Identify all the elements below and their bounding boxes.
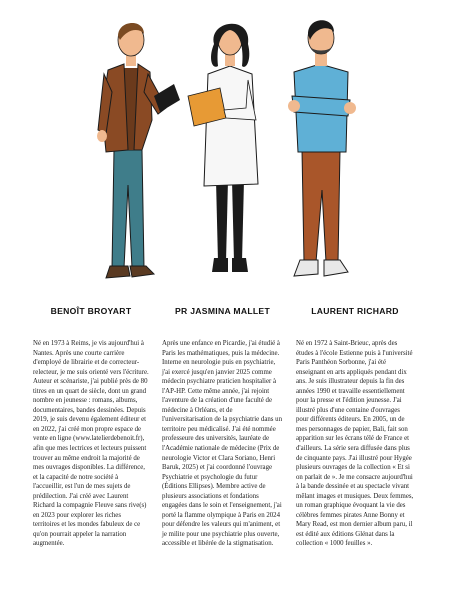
author-name-jasmina-mallet: PR JASMINA MALLET	[174, 306, 270, 316]
bio-column-laurent-richard	[296, 339, 414, 549]
author-name-benoit-broyart: BENOÎT BROYART	[50, 306, 132, 316]
man-arms-crossed-illustration	[272, 0, 372, 292]
bio-column-jasmina-mallet	[162, 339, 283, 549]
man-with-book-illustration	[88, 0, 188, 292]
doctor-with-folder-illustration	[186, 0, 276, 292]
author-illustrations	[0, 0, 450, 300]
bio-column-benoit-broyart	[33, 339, 149, 549]
bio-text: Né en 1973 à Reims, je vis aujourd'hui à Nantes. Après une courte carrière d'employé de librairie et de correcteur-relecteur, je me suis orienté vers l'écriture. Auteur et scénariste, j'ai publié près de 80 titres en un quart de siècle, dont un grand nombre en jeunesse : romans, albums, documentaires, bandes dessinées. Depuis 2019, je suis devenu également éditeur et en 2022, j'ai créé mon propre espace de vente en ligne (www.latelierdebenoit.fr), afin que mes lectrices et lecteurs puissent trouver au même endroit la majorité de mes ouvrages disponibles. La différence, et la capacité de notre société à l'accueillir, est l'un de mes sujets de prédilection. J'ai créé avec Laurent Richard la compagnie Fleuve sans rive(s) en 2023 pour explorer les riches territoires et les mondes fabuleux de ce qu'on pourrait appeler la narration augmentée.	[33, 340, 149, 548]
bio-text: Après une enfance en Picardie, j'ai étudié à Paris les mathématiques, puis la médecine. Interne en neurologie puis en psychiatrie, j'ai exercé jusqu'en janvier 2025 comme médecin psychiatre praticien hospitalier à l'AP-HP. Cette même année, j'ai rejoint l'aventure de la création d'une faculté de médecine à Orléans, et de l'universitarisation de la psychiatrie dans un territoire peu médicalisé. J'ai été nommée professeure des universités, lauréate de l'Académie nationale de médecine (Prix de neurologie Victor et Clara Soriano, Henri Baruk, 2025) et j'ai coordonné l'ouvrage Psychiatrie et psychologie du futur (Éditions Ellipses). Membre active de plusieurs associations et fondations engagées dans le soin et l'enseignement, j'ai porté la flamme olympique à Paris en 2024 pour défendre les valeurs qui m'animent, et je milite pour une psychiatrie plus ouverte, accessible et libérée de la stigmatisation.	[162, 340, 283, 548]
bio-text: Né en 1972 à Saint-Brieuc, après des études à l'école Estienne puis à l'université Paris Panthéon Sorbonne, j'ai été enseignant en arts appliqués pendant dix ans. Je suis illustrateur depuis la fin des années 1990 et travaille essentiellement pour la presse et l'édition jeunesse. J'ai illustré plus d'une centaine d'ouvrages pour différents éditeurs. En 2005, un de mes personnages de papier, Bali, fait son apparition sur les écrans télé de France et d'ailleurs. La série sera diffusée dans plus de cinquante pays. J'ai illustré pour Hygée plusieurs ouvrages de la collection « Et si on parlait de ». Je me consacre aujourd'hui à la bande dessinée et au spectacle vivant mêlant images et musiques. Deux femmes, un roman graphique évoquant la vie des célèbres femmes pirates Anne Bonny et Mary Read, est mon dernier album paru, il est édité aux éditions Glénat dans la collection « 1000 feuilles ».	[296, 340, 414, 548]
author-name-laurent-richard: LAURENT RICHARD	[311, 306, 399, 316]
